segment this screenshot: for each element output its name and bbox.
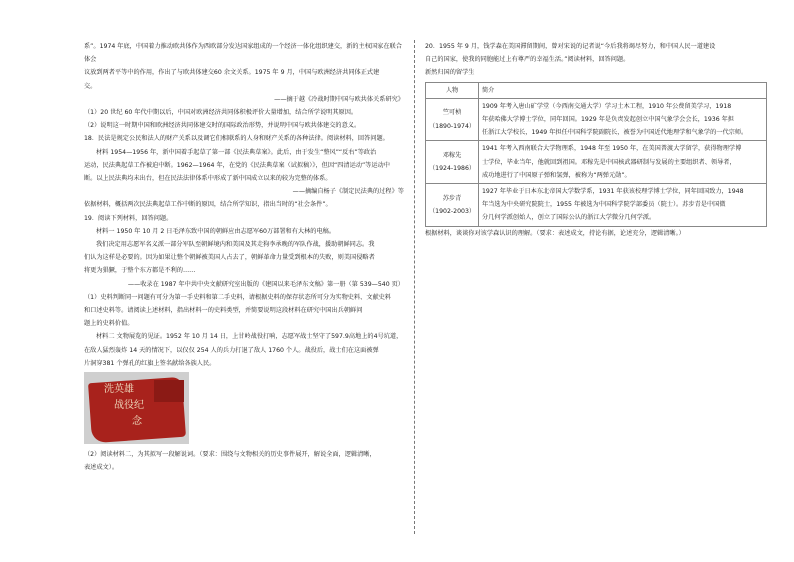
intro-line: 任浙江大学校长，1949 年担任中国科学院副院长，被誉为中国近代地理学和气象学的一代宗师。 — [482, 129, 748, 137]
question-heading: 19．阅读下列材料，回答问题。 — [84, 214, 173, 222]
material-line: 断。以上民法典均未出台，但在民法法律体系中形成了新中国成立以来的较为完整的体系。 — [84, 175, 332, 183]
question: （2）说明这一时期中国和欧洲经济共同体建交时的国际政治形势，并说明中国与欧共体建交的意义。 — [84, 122, 361, 130]
intro-line: 士学位，毕业当年，他就回到祖国。邓稼先是中国核武器研制与发展的主要组织者、领导者， — [482, 158, 736, 166]
material-line: 片洞穿381 个弹孔的红旗上签名献给各族人民。 — [84, 359, 216, 367]
flag-lettering: 洗英雄 — [104, 384, 134, 396]
material-line: 将更为猖獗，于整个东方都是不利的…… — [84, 267, 196, 275]
left-column — [84, 40, 404, 474]
table-header-row — [426, 82, 767, 98]
intro-cell — [479, 141, 767, 184]
header-person: 人物 — [426, 82, 479, 98]
table-title: 新然归国的留学生 — [425, 69, 475, 77]
intro-line: 1909 年考入唐山矿学堂（今西南交通大学）学习土木工程，1910 年公费留美学习，1918 — [482, 102, 732, 110]
material-line: 材料二 文物展览的见证。1952 年 10 月 14 日，上甘岭战役打响，志愿军战士坚守了597.9高地上的4号坑道， — [96, 333, 403, 341]
question: 和口述史料等。请阅读上述材料，指出材料一的史料类型，并简要说明这段材料在研究中国出兵朝鲜问 — [84, 307, 363, 315]
person-name: 竺可桢 — [442, 109, 462, 117]
text-line: 交。 — [84, 82, 97, 90]
header-intro: 简介 — [479, 82, 767, 98]
material-line: 们认为这样是必要的。因为如果让整个朝鲜被美国人占去了，朝鲜革命力量受到根本的失败，则美国侵略者 — [84, 254, 375, 262]
intro-line: 年当选为中央研究院院士，1955 年被选为中国科学院学部委员（院士）。苏步青是中国微 — [482, 201, 726, 209]
table-row — [426, 98, 767, 141]
intro-line: 成功地进行了中国原子弹和氢弹，被称为“两弹元勋”。 — [482, 171, 631, 179]
material-line: 材料 1954—1956 年，新中国着手起草了第一部《民法典草案》。此后，由于发生“整风”“反右”等政治 — [96, 148, 377, 156]
person-cell — [426, 184, 479, 227]
table-row — [426, 141, 767, 184]
source-citation: ——摘编自杨子《制定民法典的过程》等 — [292, 188, 404, 196]
question: 题上的史料价值。 — [84, 320, 134, 328]
source-citation: ——收录在 1987 年中共中央文献研究室出版的《建国以来毛泽东文稿》第一册（第 539—540 页） — [127, 280, 404, 288]
person-cell — [426, 98, 479, 141]
material-line: 运动，民法典起草工作被迫中断。1962—1964 年，在党的《民法典草案（试拟稿）》，但因“四清运动”等运动中 — [84, 161, 390, 169]
intro-line: 分几何学派创始人，创立了国际公认的浙江大学微分几何学派。 — [482, 214, 656, 222]
question: （1）20 世纪 60 年代中期以后，中国对欧洲经济共同体积极评价大量增加，结合所学说明其原因。 — [84, 109, 358, 117]
flag-lettering: 念 — [132, 416, 142, 428]
question: （2）阅读材料二，为其拟写一段解说词。（要求：围绕与文物相关的历史事件展开，解说全面，逻辑清晰， — [84, 451, 376, 459]
text-line: 议放到两者平等中的作用，作出了与欧共体建交60 余文关系。1975 年 9 月，中国与欧洲经济共同体正式建 — [84, 69, 380, 77]
intro-line: 年获哈佛大学博士学位，同年回国。1929 年是负责发起创立中国气象学会会长，1936 年担 — [482, 116, 734, 124]
material-line: 我们决定用志愿军名义派一部分军队至朝鲜境内和美国及其走狗李承晚的军队作战，援助朝鲜同志。我 — [96, 241, 375, 249]
red-flag-photo — [84, 372, 189, 444]
question-heading: 18．民法是规定公民和法人的财产关系以及调它们相联系的人身和财产关系的各种法律。阅读材料，回答问题。 — [84, 135, 389, 143]
question: 根据材料，谈谈你对该学森认识的理解。（要求：表述成文，持论有据，论述充分，逻辑清晰。） — [425, 229, 685, 237]
intro-cell — [479, 184, 767, 227]
question: 表述成文）。 — [84, 464, 119, 472]
question: （1）史料判断同一问题有可分为第一手史料和第二手史料，请根据史料的保存状态所可分为实物史料、文献史料 — [84, 293, 392, 301]
flag-lettering: 战役纪 — [114, 400, 144, 412]
column-divider — [414, 40, 415, 534]
source-citation: ——摘于越《冷战时期中国与欧共体关系研究》 — [274, 95, 404, 103]
person-cell — [426, 141, 479, 184]
right-column — [425, 40, 767, 240]
text-line: 系”。1974 年底，中国着力推动欧共体作为西欧部分发达国家组成的一个经济一体化组织建交，新的主权国家在联合体会 — [84, 43, 402, 64]
material-line: 在敌人猛烈轰炸 14 天的情况下，以仅仅 254 人的兵力打退了敌人 1760 个人。战役后，战士们在这面被弹 — [84, 346, 379, 354]
intro-line: 1941 年考入西南联合大学物理系，1948 年至 1950 年，在美国普渡大学留学，获得物理学博 — [482, 145, 742, 153]
person-years: （1902-2003） — [429, 207, 476, 215]
flag-fold — [154, 380, 184, 402]
person-name: 邓稼先 — [442, 152, 462, 160]
question-heading: 自己的国家，使我的同胞能过上有尊严的幸福生活。”阅读材料，回答问题。 — [425, 56, 630, 64]
material-line: 材料一 1950 年 10 月 2 日毛泽东致中国的朝鲜应由志愿军60万部署和有大林的电稿。 — [96, 227, 336, 235]
person-years: （1924-1986） — [429, 165, 476, 173]
table-row — [426, 184, 767, 227]
scientist-table — [425, 82, 767, 227]
question-heading: 20．1955 年 9 月，钱学森在美国滞留期间，曾对宋说的记者说“今后我将竭尽努力，和中国人民一道建设 — [425, 43, 716, 50]
person-name: 苏步青 — [442, 194, 462, 202]
intro-cell — [479, 98, 767, 141]
question: 依据材料，概括两次民法典起草工作中断的原因，结合所学知识，指出当时的“社会条件”。 — [84, 201, 332, 209]
person-years: （1890-1974） — [429, 122, 476, 130]
intro-line: 1927 年毕业于日本东北帝国大学数学系，1931 年获该校理学博士学位，同年回国致力，1948 — [482, 188, 744, 196]
